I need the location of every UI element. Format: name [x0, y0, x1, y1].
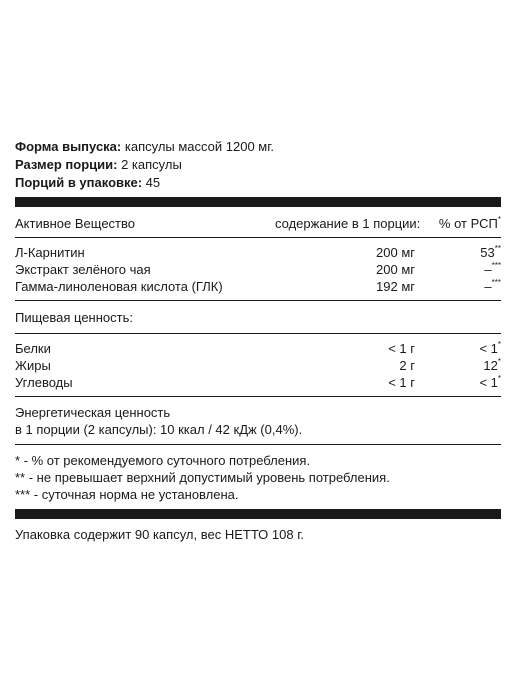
table-row [15, 357, 501, 374]
ingredient-rsp: 53** [480, 244, 501, 260]
header-content: содержание в 1 порции: [275, 216, 421, 231]
ingredient-amount: 192 мг [376, 279, 415, 294]
table-row [15, 278, 501, 295]
header-substance: Активное Вещество [15, 216, 136, 231]
table-row [15, 340, 501, 357]
ingredient-amount: 200 мг [376, 245, 415, 260]
nutrient-name: Белки [15, 341, 51, 356]
bottom-thick-divider [15, 509, 501, 519]
nutrient-name: Жиры [15, 358, 51, 373]
nutrient-amount: < 1 г [388, 341, 415, 356]
servings-per-container-line [15, 174, 501, 192]
supplement-facts-panel [15, 138, 501, 543]
footnote: ** - не превышает верхний допустимый уровень потребления. [15, 470, 390, 485]
table-row [15, 261, 501, 278]
footnotes-block [15, 445, 501, 509]
serving-size-label: Размер порции: [15, 157, 118, 172]
serving-size-line [15, 156, 501, 174]
footnote: *** - суточная норма не установлена. [15, 487, 239, 502]
header-rsp: % от РСП* [438, 215, 501, 231]
ingredient-amount: 200 мг [376, 262, 415, 277]
active-ingredients [15, 238, 501, 300]
table-row [15, 244, 501, 261]
nutrition-values [15, 334, 501, 396]
energy-block [15, 397, 501, 444]
footnote: * - % от рекомендуемого суточного потребления. [15, 453, 311, 468]
nutrient-name: Углеводы [15, 375, 73, 390]
nutrient-amount: < 1 г [388, 375, 415, 390]
ingredient-name: Л-Карнитин [15, 245, 85, 260]
servings-per-container-value: 45 [142, 175, 161, 190]
nutrient-amount: 2 г [399, 358, 415, 373]
package-note: Упаковка содержит 90 капсул, вес НЕТТО 108 г. [15, 527, 304, 542]
nutrient-rsp: < 1* [479, 340, 501, 356]
nutrition-title-block [15, 301, 501, 333]
release-form-label: Форма выпуска: [15, 139, 122, 154]
ingredient-name: Гамма-линоленовая кислота (ГЛК) [15, 279, 223, 294]
nutrient-rsp: < 1* [479, 374, 501, 390]
release-form-value: капсулы массой 1200 мг. [121, 139, 275, 154]
nutrition-title: Пищевая ценность: [15, 310, 133, 325]
ingredient-name: Экстракт зелёного чая [15, 262, 151, 277]
serving-size-value: 2 капсулы [117, 157, 182, 172]
release-form-line [15, 138, 501, 156]
nutrient-rsp: 12* [483, 357, 501, 373]
energy-title: Энергетическая ценность [15, 405, 171, 420]
package-block [15, 519, 501, 543]
ingredient-rsp: –*** [484, 261, 501, 277]
ingredient-rsp: –*** [484, 278, 501, 294]
table-row [15, 374, 501, 391]
top-thick-divider [15, 197, 501, 207]
servings-per-container-label: Порций в упаковке: [15, 175, 143, 190]
table-header [15, 207, 501, 237]
energy-value: в 1 порции (2 капсулы): 10 ккал / 42 кДж (0,4%). [15, 422, 303, 437]
